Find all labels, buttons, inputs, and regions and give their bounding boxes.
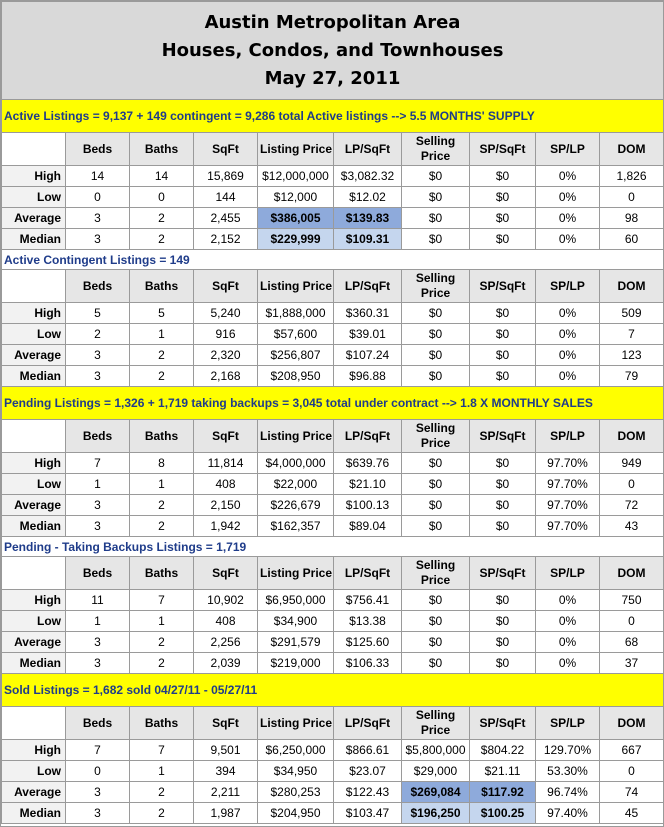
table-cell: $13.38	[334, 611, 402, 632]
column-header: SP/LP	[536, 133, 600, 166]
table-cell: $0	[402, 324, 470, 345]
table-cell: 97.40%	[536, 803, 600, 824]
table-cell: 1,942	[194, 516, 258, 537]
column-header: Listing Price	[258, 420, 334, 453]
table-cell: 0	[130, 187, 194, 208]
table-cell: 1,987	[194, 803, 258, 824]
table-cell: $0	[470, 453, 536, 474]
column-header: Selling Price	[402, 133, 470, 166]
table-cell: 2,256	[194, 632, 258, 653]
table-cell: $219,000	[258, 653, 334, 674]
column-header: LP/SqFt	[334, 420, 402, 453]
table-cell: 0%	[536, 303, 600, 324]
table-row	[2, 474, 664, 495]
table-cell: $0	[402, 474, 470, 495]
column-header: SP/SqFt	[470, 707, 536, 740]
table-row	[2, 345, 664, 366]
table-cell: $0	[470, 611, 536, 632]
table-cell: 97.70%	[536, 495, 600, 516]
table-cell: $29,000	[402, 761, 470, 782]
table-cell: 2,152	[194, 229, 258, 250]
table-row	[2, 516, 664, 537]
column-header: SqFt	[194, 420, 258, 453]
row-label: High	[2, 453, 66, 474]
column-header: SP/LP	[536, 707, 600, 740]
table-cell: 5,240	[194, 303, 258, 324]
table-cell: $226,679	[258, 495, 334, 516]
table-cell: 2	[130, 653, 194, 674]
row-label: Median	[2, 516, 66, 537]
table-cell: 750	[600, 590, 664, 611]
table-cell: 0%	[536, 166, 600, 187]
table-cell: $0	[470, 632, 536, 653]
table-cell: $0	[470, 653, 536, 674]
column-header: Baths	[130, 420, 194, 453]
section-heading: Sold Listings = 1,682 sold 04/27/11 - 05/27/11	[2, 674, 664, 707]
table-cell: $103.47	[334, 803, 402, 824]
table-cell: $21.11	[470, 761, 536, 782]
column-header: SP/SqFt	[470, 270, 536, 303]
report-table	[1, 1, 664, 824]
table-cell: 0%	[536, 208, 600, 229]
table-cell: $291,579	[258, 632, 334, 653]
table-cell: $34,900	[258, 611, 334, 632]
column-header: Selling Price	[402, 270, 470, 303]
table-cell: 1	[130, 324, 194, 345]
table-cell: $12,000,000	[258, 166, 334, 187]
table-cell: 72	[600, 495, 664, 516]
title-line-2: Houses, Condos, and Townhouses	[161, 39, 504, 61]
row-label: Average	[2, 345, 66, 366]
table-cell: 0	[66, 187, 130, 208]
row-label: Low	[2, 474, 66, 495]
table-cell: 7	[130, 740, 194, 761]
table-cell: 7	[600, 324, 664, 345]
table-cell: $0	[470, 229, 536, 250]
table-cell: $3,082.32	[334, 166, 402, 187]
column-header: Beds	[66, 707, 130, 740]
table-cell: $386,005	[258, 208, 334, 229]
table-cell: $23.07	[334, 761, 402, 782]
table-cell: 3	[66, 782, 130, 803]
row-label: Median	[2, 366, 66, 387]
table-cell: 2	[130, 632, 194, 653]
table-cell: 394	[194, 761, 258, 782]
table-cell: 2	[130, 229, 194, 250]
table-cell: 1	[130, 611, 194, 632]
table-cell: $100.13	[334, 495, 402, 516]
table-cell: $39.01	[334, 324, 402, 345]
column-header: DOM	[600, 420, 664, 453]
column-header: Beds	[66, 557, 130, 590]
column-header: SqFt	[194, 133, 258, 166]
table-cell: $34,950	[258, 761, 334, 782]
table-cell: $229,999	[258, 229, 334, 250]
table-cell: 0%	[536, 611, 600, 632]
table-cell: 8	[130, 453, 194, 474]
table-cell: 15,869	[194, 166, 258, 187]
table-cell: $106.33	[334, 653, 402, 674]
column-header: Selling Price	[402, 707, 470, 740]
table-cell: 97.70%	[536, 453, 600, 474]
table-cell: 3	[66, 345, 130, 366]
table-cell: $0	[402, 453, 470, 474]
section-heading: Active Contingent Listings = 149	[2, 250, 664, 270]
table-row	[2, 453, 664, 474]
table-cell: $0	[402, 303, 470, 324]
table-cell: $0	[470, 590, 536, 611]
row-label: Low	[2, 324, 66, 345]
table-cell: $256,807	[258, 345, 334, 366]
table-cell: $0	[470, 345, 536, 366]
column-header: DOM	[600, 557, 664, 590]
table-cell: 0%	[536, 366, 600, 387]
table-cell: 1,826	[600, 166, 664, 187]
table-cell: 2	[130, 495, 194, 516]
table-cell: $0	[470, 303, 536, 324]
table-cell: $22,000	[258, 474, 334, 495]
table-cell: 2	[130, 516, 194, 537]
table-row	[2, 740, 664, 761]
table-cell: $4,000,000	[258, 453, 334, 474]
table-cell: $0	[402, 208, 470, 229]
table-cell: 144	[194, 187, 258, 208]
table-cell: 45	[600, 803, 664, 824]
table-row	[2, 208, 664, 229]
header-blank-cell	[2, 270, 66, 303]
table-cell: 3	[66, 208, 130, 229]
table-cell: 11	[66, 590, 130, 611]
table-cell: $0	[402, 590, 470, 611]
table-cell: $756.41	[334, 590, 402, 611]
table-cell: $0	[402, 495, 470, 516]
table-cell: $107.24	[334, 345, 402, 366]
table-cell: $6,950,000	[258, 590, 334, 611]
table-row	[2, 324, 664, 345]
table-cell: 0%	[536, 187, 600, 208]
table-cell: $125.60	[334, 632, 402, 653]
table-row	[2, 611, 664, 632]
table-cell: $89.04	[334, 516, 402, 537]
column-header: LP/SqFt	[334, 270, 402, 303]
table-cell: 1	[130, 474, 194, 495]
table-cell: $0	[470, 516, 536, 537]
table-cell: 3	[66, 653, 130, 674]
table-cell: 3	[66, 803, 130, 824]
row-label: Median	[2, 653, 66, 674]
table-cell: $0	[402, 345, 470, 366]
table-cell: $12,000	[258, 187, 334, 208]
table-cell: $122.43	[334, 782, 402, 803]
table-cell: 5	[130, 303, 194, 324]
table-cell: $1,888,000	[258, 303, 334, 324]
table-cell: 7	[66, 740, 130, 761]
table-cell: 0	[600, 761, 664, 782]
table-cell: $0	[402, 187, 470, 208]
table-cell: 37	[600, 653, 664, 674]
table-cell: 14	[130, 166, 194, 187]
table-cell: 74	[600, 782, 664, 803]
table-cell: $804.22	[470, 740, 536, 761]
header-blank-cell	[2, 420, 66, 453]
table-cell: $57,600	[258, 324, 334, 345]
title-line-1: Austin Metropolitan Area	[204, 11, 461, 33]
table-cell: 123	[600, 345, 664, 366]
column-header: SP/LP	[536, 557, 600, 590]
column-header: Selling Price	[402, 420, 470, 453]
table-cell: 0	[66, 761, 130, 782]
column-header: DOM	[600, 270, 664, 303]
table-row	[2, 166, 664, 187]
row-label: High	[2, 166, 66, 187]
column-header: LP/SqFt	[334, 557, 402, 590]
table-cell: $21.10	[334, 474, 402, 495]
table-cell: $280,253	[258, 782, 334, 803]
table-cell: 2,168	[194, 366, 258, 387]
table-cell: $0	[402, 366, 470, 387]
table-cell: $5,800,000	[402, 740, 470, 761]
column-header: Baths	[130, 270, 194, 303]
table-cell: 0	[600, 474, 664, 495]
table-row	[2, 229, 664, 250]
table-cell: 5	[66, 303, 130, 324]
row-label: Average	[2, 495, 66, 516]
table-cell: 0%	[536, 590, 600, 611]
header-blank-cell	[2, 557, 66, 590]
table-cell: 0	[600, 611, 664, 632]
table-cell: 129.70%	[536, 740, 600, 761]
table-cell: 0	[600, 187, 664, 208]
table-cell: 916	[194, 324, 258, 345]
table-cell: 53.30%	[536, 761, 600, 782]
row-label: High	[2, 590, 66, 611]
table-row	[2, 761, 664, 782]
column-header: Beds	[66, 133, 130, 166]
column-header: Baths	[130, 133, 194, 166]
table-cell: $639.76	[334, 453, 402, 474]
table-cell: 509	[600, 303, 664, 324]
column-header: SqFt	[194, 270, 258, 303]
table-cell: $0	[402, 516, 470, 537]
table-cell: 2	[130, 803, 194, 824]
table-row	[2, 632, 664, 653]
table-row	[2, 187, 664, 208]
table-cell: 68	[600, 632, 664, 653]
table-cell: 96.74%	[536, 782, 600, 803]
column-header: LP/SqFt	[334, 707, 402, 740]
table-cell: $196,250	[402, 803, 470, 824]
column-header: SP/LP	[536, 270, 600, 303]
column-header: Listing Price	[258, 270, 334, 303]
table-cell: $96.88	[334, 366, 402, 387]
table-row	[2, 590, 664, 611]
column-header: Listing Price	[258, 707, 334, 740]
column-header: Selling Price	[402, 557, 470, 590]
column-header: DOM	[600, 133, 664, 166]
column-header: SP/SqFt	[470, 557, 536, 590]
table-cell: 1	[130, 761, 194, 782]
table-cell: $0	[470, 187, 536, 208]
table-row	[2, 495, 664, 516]
row-label: Average	[2, 208, 66, 229]
table-cell: 949	[600, 453, 664, 474]
table-cell: 60	[600, 229, 664, 250]
section-heading: Pending Listings = 1,326 + 1,719 taking backups = 3,045 total under contract --> 1.8 X MONTHLY SALES	[2, 387, 664, 420]
table-cell: 408	[194, 611, 258, 632]
table-cell: $866.61	[334, 740, 402, 761]
column-header: DOM	[600, 707, 664, 740]
table-cell: $0	[402, 611, 470, 632]
table-row	[2, 303, 664, 324]
table-cell: $0	[402, 653, 470, 674]
table-cell: $0	[470, 166, 536, 187]
table-cell: 2,150	[194, 495, 258, 516]
table-cell: $162,357	[258, 516, 334, 537]
table-cell: 408	[194, 474, 258, 495]
table-cell: $0	[402, 632, 470, 653]
table-cell: 2	[130, 366, 194, 387]
column-header: SP/SqFt	[470, 420, 536, 453]
table-cell: 2,211	[194, 782, 258, 803]
table-cell: 2	[130, 782, 194, 803]
section-heading: Active Listings = 9,137 + 149 contingent = 9,286 total Active listings --> 5.5 MONTHS' SUPPLY	[2, 100, 664, 133]
table-cell: 2	[130, 208, 194, 229]
row-label: Median	[2, 229, 66, 250]
table-cell: 2,320	[194, 345, 258, 366]
title-line-3: May 27, 2011	[264, 67, 401, 89]
row-label: Low	[2, 187, 66, 208]
table-cell: $109.31	[334, 229, 402, 250]
row-label: High	[2, 740, 66, 761]
table-cell: $139.83	[334, 208, 402, 229]
table-row	[2, 803, 664, 824]
table-cell: $269,084	[402, 782, 470, 803]
column-header: Beds	[66, 420, 130, 453]
table-cell: $12.02	[334, 187, 402, 208]
column-header: SqFt	[194, 557, 258, 590]
table-cell: $0	[470, 324, 536, 345]
table-row	[2, 366, 664, 387]
table-cell: 97.70%	[536, 516, 600, 537]
column-header: Baths	[130, 557, 194, 590]
table-cell: $0	[470, 366, 536, 387]
table-cell: 3	[66, 366, 130, 387]
table-cell: 9,501	[194, 740, 258, 761]
table-cell: $100.25	[470, 803, 536, 824]
column-header: Beds	[66, 270, 130, 303]
table-cell: 3	[66, 516, 130, 537]
column-header: SqFt	[194, 707, 258, 740]
table-cell: 79	[600, 366, 664, 387]
table-cell: 43	[600, 516, 664, 537]
row-label: Median	[2, 803, 66, 824]
table-cell: 3	[66, 495, 130, 516]
table-cell: $204,950	[258, 803, 334, 824]
header-blank-cell	[2, 707, 66, 740]
column-header: SP/SqFt	[470, 133, 536, 166]
table-cell: 0%	[536, 632, 600, 653]
column-header: SP/LP	[536, 420, 600, 453]
table-cell: $6,250,000	[258, 740, 334, 761]
table-cell: 0%	[536, 653, 600, 674]
table-cell: $0	[402, 229, 470, 250]
header-blank-cell	[2, 133, 66, 166]
row-label: Average	[2, 632, 66, 653]
table-cell: $360.31	[334, 303, 402, 324]
column-header: LP/SqFt	[334, 133, 402, 166]
column-header: Listing Price	[258, 557, 334, 590]
table-row	[2, 653, 664, 674]
row-label: Average	[2, 782, 66, 803]
table-cell: 3	[66, 229, 130, 250]
table-cell: 2,039	[194, 653, 258, 674]
table-cell: 2,455	[194, 208, 258, 229]
table-cell: $208,950	[258, 366, 334, 387]
table-cell: 2	[130, 345, 194, 366]
report-title	[2, 2, 664, 100]
table-row	[2, 782, 664, 803]
section-heading: Pending - Taking Backups Listings = 1,719	[2, 537, 664, 557]
table-cell: $0	[470, 208, 536, 229]
table-cell: 0%	[536, 229, 600, 250]
table-cell: 667	[600, 740, 664, 761]
table-cell: 0%	[536, 324, 600, 345]
table-cell: 2	[66, 324, 130, 345]
table-cell: 11,814	[194, 453, 258, 474]
table-cell: 7	[130, 590, 194, 611]
table-cell: $0	[402, 166, 470, 187]
column-header: Baths	[130, 707, 194, 740]
row-label: Low	[2, 761, 66, 782]
table-cell: $0	[470, 495, 536, 516]
column-header: Listing Price	[258, 133, 334, 166]
table-cell: 14	[66, 166, 130, 187]
row-label: High	[2, 303, 66, 324]
table-cell: 1	[66, 611, 130, 632]
table-cell: 0%	[536, 345, 600, 366]
row-label: Low	[2, 611, 66, 632]
table-cell: 3	[66, 632, 130, 653]
table-cell: 7	[66, 453, 130, 474]
table-cell: 98	[600, 208, 664, 229]
table-cell: 10,902	[194, 590, 258, 611]
table-cell: $0	[470, 474, 536, 495]
table-cell: 1	[66, 474, 130, 495]
table-cell: $117.92	[470, 782, 536, 803]
table-cell: 97.70%	[536, 474, 600, 495]
